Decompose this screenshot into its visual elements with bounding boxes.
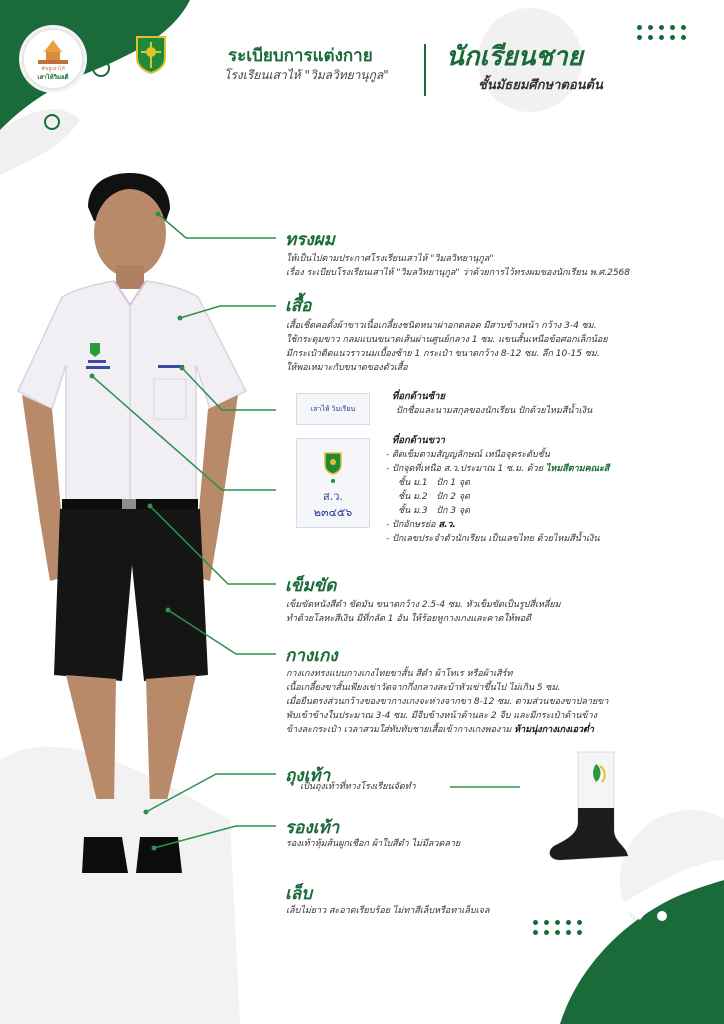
patch-number: ๒๓๔๕๖ [313,506,353,519]
shirt-line-1: เสื้อเชิ้ตคอตั้งผ้าขาวเนื้อเกลี้ยงชนิดหนาผ่าอกตลอด มีสาบข้างหน้า กว้าง 3-4 ซม. [286,321,597,331]
student-group-title: นักเรียนชาย [446,42,583,72]
hair-line-2: เรื่อง ระเบียบโรงเรียนเสาไห้ "วิมลวิทยานุกูล" ว่าด้วยการไว้ทรงผมของนักเรียน พ.ศ.2568 [286,268,631,278]
pants-line-3: เมื่อยืนตรงส่วนกว้างของขากางเกงจะห่างจากขา 8-12 ซม. ตามส่วนของขาปลายขา [286,697,609,707]
shirt-line-2: ใช้กระดุมขาว กลมแบนขนาดเส้นผ่านศูนย์กลาง 1 ซม. แขนสั้นเหนือข้อศอกเล็กน้อย [286,335,608,345]
nails-section-title: เล็บ [285,884,313,904]
face-shape [94,189,166,277]
shirt-line-4: ให้พอเหมาะกับขนาดของตัวเสื้อ [286,363,408,373]
pants-warning: ห้ามนุ่งกางเกงเอวต่ำ [514,725,594,735]
pants-section-title: กางเกง [285,646,338,666]
level-row-2: ชั้น ม.2 ปัก 2 จุด [398,492,470,502]
right-chest-label: ที่อกด้านขวา [392,435,445,446]
grade-level-subtitle: ชั้นมัธยมศึกษาตอนต้น [478,78,603,93]
logo-text-1: #อยู่เสาไห้ [41,66,65,72]
shoes-shape [82,837,128,873]
left-chest-label: ที่อกด้านซ้าย [392,391,446,402]
campaign-logo [22,28,84,90]
title-divider [424,44,426,96]
patch-abbrev: ส.ว. [323,490,343,503]
hair-line-1: ให้เป็นไปตามประกาศโรงเรียนเสาไห้ "วิมลวิทยานุกูล" [286,254,494,264]
right-chest-item-3: - ปักอักษรย่อ ส.ว. [386,520,456,530]
belt-line-2: ทำด้วยโลหะสีเงิน มีที่กลัด 1 อัน ให้ร้อยหูกางเกงและคาดให้พอดี [286,614,531,624]
page-title: ระเบียบการแต่งกาย [228,46,373,66]
pants-line-4: พับเข้าข้างในประมาณ 3-4 ซม. มีจีบข้างหน้าด้านละ 2 จีบ และมีกระเป๋าด้านข้าง [286,711,598,721]
dots-decoration-top [634,20,694,40]
left-chest-patch-text: เสาไห้ วิมเรียน [310,405,356,413]
dots-decoration-bottom [530,915,610,935]
school-sock-image [540,748,640,868]
right-chest-item-2: - ปักจุดที่เหนือ ส.ว.ประมาณ 1 ซ.ม. ด้วย ไหมสีตามคณะสี [386,464,610,474]
pants-line-2: เนื้อเกลี้ยงขาสั้นเพียงเข่าวัดจากกึ่งกลางสะบ้าหัวเข่าขึ้นไป ไม่เกิน 5 ซม. [286,683,561,693]
school-name: โรงเรียนเสาไห้ "วิมลวิทยานุกูล" [224,68,389,82]
level-row-1: ชั้น ม.1 ปัก 1 จุด [398,478,470,488]
dot-thread-color: ไหมสีตามคณะสี [545,464,610,474]
school-emblem-icon [134,34,168,74]
left-chest-desc: ปักชื่อและนามสกุลของนักเรียน ปักด้วยไหมสีน้ำเงิน [396,406,593,416]
logo-text-2: เสาไห้วิมลดี [37,74,69,81]
right-chest-item-1: - ติดเข็มตามสัญญลักษณ์ เหนือจุดระดับชั้น [386,450,550,460]
socks-section-title: ถุงเท้า [285,766,331,786]
belt-line-1: เข็มขัดหนังสีดำ ขัดมัน ขนาดกว้าง 2.5-4 ซม. หัวเข็มขัดเป็นรูปสี่เหลี่ยม [286,600,561,610]
abbrev-text: ส.ว. [438,520,456,530]
pants-line-1: กางเกงทรงแบบกางเกงไทยขาสั้น สีดำ ผ้าโทเร หรือผ้าเสิร์ท [286,669,513,679]
nails-line-1: เล็บไม่ยาว สะอาดเรียบร้อย ไม่ทาสีเล็บหรือทาเล็บเจล [286,906,490,916]
shoes-section-title: รองเท้า [285,818,340,838]
school-pin-icon [323,451,343,475]
belt-section-title: เข็มขัด [285,576,337,596]
patch-dot [331,479,335,483]
pants-shape [54,509,208,681]
level-row-3: ชั้น ม.3 ปัก 3 จุด [398,506,470,516]
shirt-section-title: เสื้อ [285,296,312,316]
pants-line-5: ข้างละกระเป๋า เวลาสวมใส่ทับทับชายเสื้อเข้ากางเกงพองาม ห้ามนุ่งกางเกงเอวต่ำ [286,725,594,735]
right-chest-item-4: - ปักเลขประจำตัวนักเรียน เป็นเลขไทย ด้วยไหมสีน้ำเงิน [386,534,600,544]
socks-line-1: เป็นถุงเท้าที่ทางโรงเรียนจัดทำ [300,782,416,792]
shirt-line-3: มีกระเป๋าติดแนวราวนมเบื้องซ้าย 1 กระเป๋า ขนาดกว้าง 8-12 ซม. ลึก 10-15 ซม. [286,349,600,359]
socks-shape [96,799,118,841]
hair-section-title: ทรงผม [285,230,335,250]
right-chest-patch [296,438,370,528]
student-figure [10,165,270,905]
shoes-line-1: รองเท้าหุ้มส้นผูกเชือก ผ้าใบสีดำ ไม่มีลวดลาย [286,839,461,849]
left-chest-patch [296,393,370,425]
